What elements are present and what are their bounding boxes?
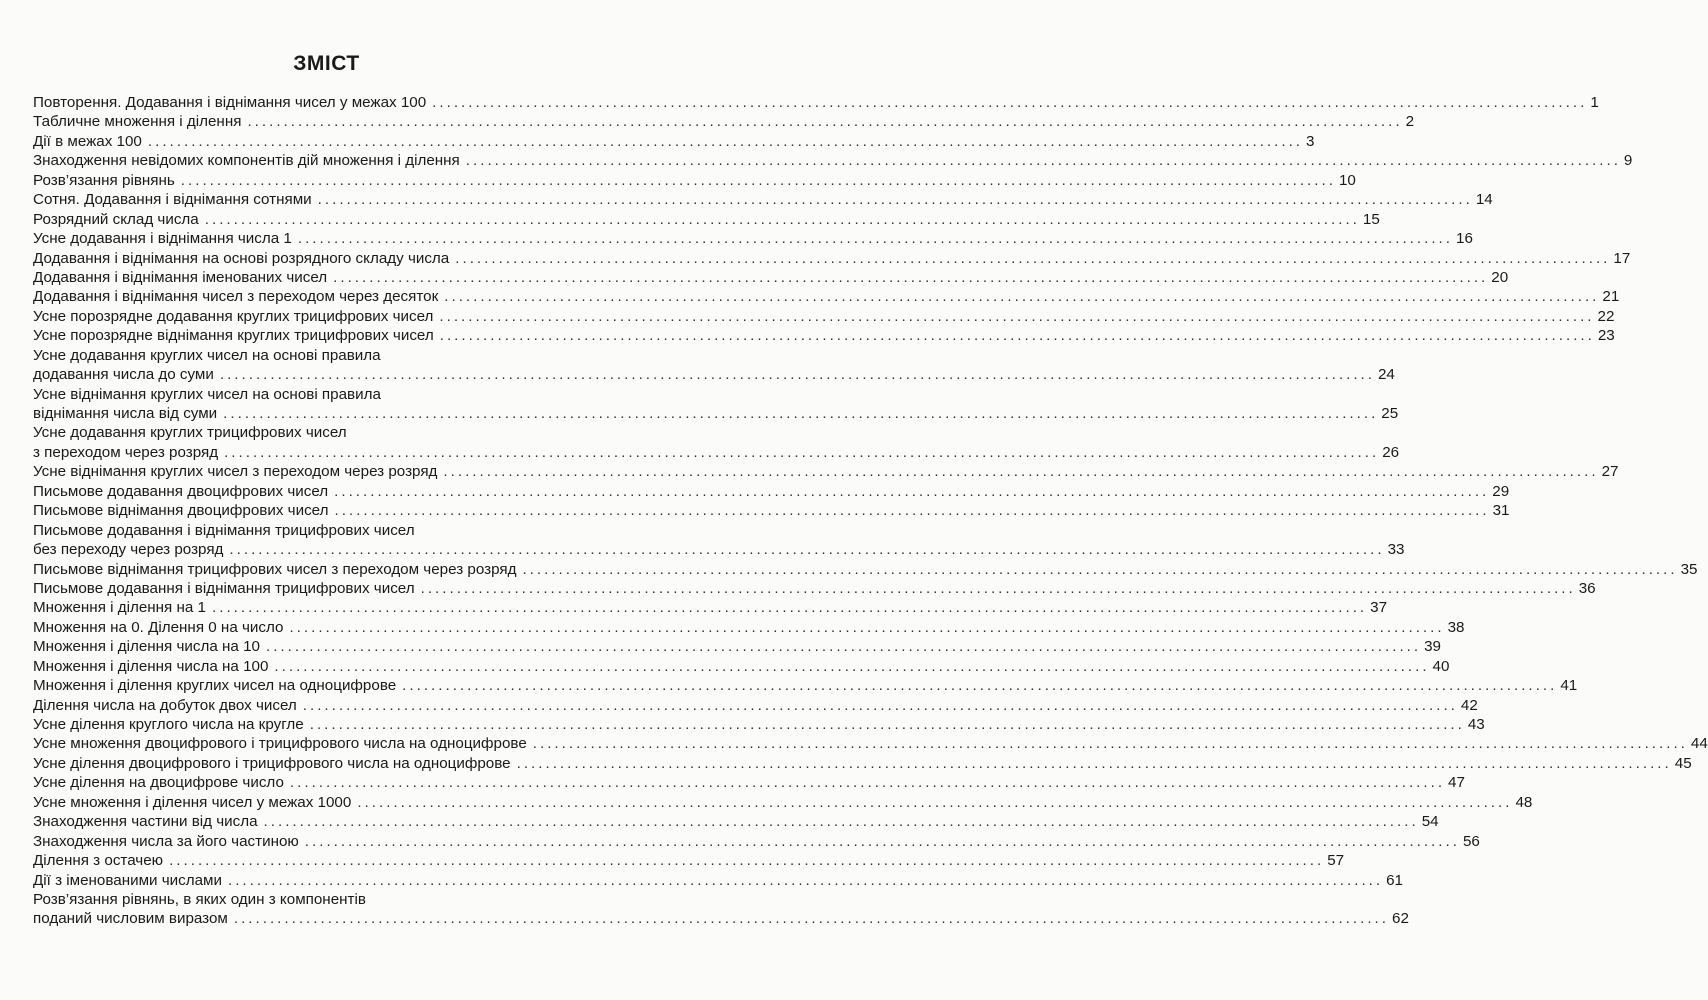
dot-leader: ................................................................................................................................................................ (223, 405, 1379, 422)
dot-leader: ................................................................................................................................................................ (289, 618, 1445, 636)
toc-entry (33, 696, 1478, 715)
toc-entry-row (33, 287, 1620, 306)
toc-entry-page-number: 24 (1377, 366, 1395, 384)
toc-entry-page-number: 44 (1690, 735, 1708, 753)
toc-entry-page-number: 61 (1386, 871, 1404, 889)
dot-leader: ................................................................................................................................................................ (227, 871, 1384, 889)
page-title: ЗМІСТ (293, 52, 360, 75)
toc-entry-page-number: 57 (1327, 852, 1345, 870)
toc-entry-row (33, 871, 1404, 890)
dot-leader: ................................................................................................................................................................ (274, 657, 1430, 675)
table-of-contents (33, 93, 1708, 929)
toc-entry-page-number: 17 (1613, 249, 1631, 267)
toc-entry-page-number: 62 (1392, 910, 1409, 928)
toc-entry (33, 171, 1356, 190)
toc-entry (33, 385, 1399, 424)
toc-entry (33, 657, 1450, 676)
dot-leader: ................................................................................................................................................................ (439, 327, 1595, 345)
dot-leader: ................................................................................................................................................................ (219, 366, 1375, 384)
dot-leader: ................................................................................................................................................................ (309, 716, 1465, 733)
toc-entry-page-number: 33 (1387, 541, 1405, 559)
toc-entry (33, 482, 1510, 501)
toc-entry-page-number: 21 (1602, 288, 1620, 306)
toc-entry-title: Розрядний склад числа (33, 210, 199, 228)
toc-entry-page-number: 37 (1370, 599, 1388, 617)
toc-entry-row (33, 268, 1509, 287)
toc-entry-title: Сотня. Додавання і віднімання сотнями (33, 191, 312, 209)
toc-entry-title: Множення і ділення числа на 100 (33, 657, 269, 675)
toc-entry-row (33, 560, 1698, 579)
toc-entry-title: Множення і ділення круглих чисел на одноцифрове (33, 677, 397, 695)
toc-entry-title: Додавання і віднімання чисел з переходом через десяток (33, 288, 439, 306)
toc-entry-title: Усне віднімання круглих чисел з переходом через розряд (33, 463, 438, 481)
toc-entry-page-number: 56 (1462, 832, 1480, 850)
toc-entry-title: поданий числовим виразом (33, 910, 228, 928)
dot-leader: ................................................................................................................................................................ (169, 852, 1325, 870)
toc-entry-title: Множення і ділення числа на 10 (33, 638, 260, 656)
toc-entry-title-first-line: Усне додавання круглих трицифрових чисел (33, 424, 347, 442)
toc-entry-page-number: 20 (1491, 268, 1509, 286)
toc-entry-title: Усне ділення круглого числа на кругле (33, 716, 304, 733)
toc-entry-page-number: 22 (1597, 307, 1615, 325)
dot-leader: ................................................................................................................................................................ (522, 560, 1678, 578)
toc-entry-page-number: 54 (1421, 813, 1439, 831)
toc-entry (33, 307, 1615, 326)
toc-entry-title: Ділення числа на добуток двох чисел (33, 696, 297, 714)
dot-leader: ................................................................................................................................................................ (233, 910, 1389, 928)
toc-entry-title: Усне додавання і віднімання числа 1 (33, 230, 292, 248)
toc-entry (33, 151, 1633, 170)
toc-entry-title: Письмове віднімання двоцифрових чисел (33, 502, 329, 520)
toc-entry-row (33, 307, 1615, 326)
toc-entry-row (33, 93, 1599, 112)
toc-entry-title: Розв’язання рівнянь (33, 171, 175, 189)
toc-entry-title-first-line: Усне додавання круглих чисел на основі правила (33, 346, 381, 364)
toc-entry (33, 112, 1415, 131)
dot-leader: ................................................................................................................................................................ (265, 638, 1422, 656)
dot-leader: ................................................................................................................................................................ (297, 230, 1453, 248)
toc-entry-title: Усне множення і ділення чисел у межах 1000 (33, 793, 352, 811)
toc-entry-row (33, 579, 1596, 598)
toc-entry-row (33, 482, 1510, 501)
toc-entry-row (33, 404, 1399, 423)
toc-entry-title: Знаходження невідомих компонентів дій множення і ділення (33, 152, 460, 170)
dot-leader: ................................................................................................................................................................ (455, 249, 1611, 267)
toc-entry-title: Знаходження частини від числа (33, 813, 258, 831)
toc-entry (33, 773, 1465, 792)
toc-entry-title: Множення і ділення на 1 (33, 599, 206, 617)
toc-entry-title: Письмове додавання і віднімання трицифрових чисел (33, 579, 415, 597)
toc-entry-row (33, 754, 1692, 773)
toc-entry-title: Письмове додавання двоцифрових чисел (33, 482, 329, 500)
toc-entry-page-number: 26 (1382, 443, 1400, 461)
dot-leader: ................................................................................................................................................................ (304, 832, 1460, 850)
toc-entry-row (33, 618, 1465, 637)
toc-entry-row (33, 501, 1510, 520)
toc-entry (33, 268, 1509, 287)
toc-entry (33, 521, 1405, 560)
toc-entry-row (33, 190, 1493, 209)
dot-leader: ................................................................................................................................................................ (224, 443, 1380, 461)
toc-entry-page-number: 35 (1680, 560, 1698, 578)
toc-entry-title: Ділення з остачею (33, 852, 164, 870)
toc-entry-row (33, 151, 1633, 170)
toc-entry-row (33, 229, 1473, 248)
toc-entry-row (33, 443, 1400, 462)
toc-entry-row (33, 832, 1480, 851)
toc-entry-page-number: 42 (1460, 696, 1478, 714)
toc-entry-row (33, 540, 1405, 559)
toc-entry (33, 93, 1599, 112)
toc-entry (33, 890, 1409, 929)
toc-entry-row (33, 773, 1465, 792)
toc-entry-row (33, 696, 1478, 715)
toc-entry-page-number: 47 (1448, 774, 1465, 792)
toc-entry (33, 249, 1631, 268)
toc-entry (33, 734, 1708, 753)
toc-entry-title: Письмове віднімання трицифрових чисел з переходом через розряд (33, 560, 517, 578)
toc-entry-page-number: 1 (1590, 94, 1599, 111)
toc-entry-page-number: 2 (1405, 113, 1415, 131)
toc-entry (33, 287, 1620, 306)
toc-entry-page-number: 16 (1456, 230, 1473, 248)
toc-entry-row (33, 462, 1619, 481)
toc-entry (33, 462, 1619, 481)
dot-leader: ................................................................................................................................................................ (302, 696, 1458, 714)
toc-entry (33, 423, 1400, 462)
toc-entry-title: Табличне множення і ділення (33, 113, 242, 131)
toc-entry-page-number: 48 (1515, 793, 1533, 811)
toc-entry-page-number: 45 (1674, 754, 1692, 772)
toc-entry-page-number: 40 (1432, 657, 1450, 675)
toc-entry-row (33, 598, 1388, 617)
toc-entry (33, 579, 1596, 598)
toc-entry (33, 676, 1578, 695)
dot-leader: ................................................................................................................................................................ (263, 813, 1419, 831)
toc-entry-row (33, 210, 1380, 229)
toc-entry-title: Усне порозрядне додавання круглих трицифрових чисел (33, 307, 434, 325)
dot-leader: ................................................................................................................................................................ (289, 774, 1446, 792)
toc-entry-title: додавання числа до суми (33, 366, 214, 384)
toc-entry-page-number: 38 (1447, 618, 1465, 636)
toc-entry-row (33, 132, 1315, 151)
toc-entry-page-number: 36 (1578, 579, 1596, 597)
toc-entry (33, 871, 1404, 890)
dot-leader: ................................................................................................................................................................ (247, 113, 1403, 131)
toc-entry (33, 793, 1533, 812)
toc-entry-title-first-line: Розв’язання рівнянь, в яких один з компонентів (33, 890, 366, 908)
toc-entry (33, 832, 1480, 851)
dot-leader: ................................................................................................................................................................ (334, 482, 1490, 500)
dot-leader: ................................................................................................................................................................ (465, 152, 1621, 170)
toc-entry-row (33, 249, 1631, 268)
toc-entry-page-number: 29 (1492, 482, 1510, 500)
toc-entry-page-number: 43 (1467, 716, 1485, 733)
toc-entry-title: Дії з іменованими числами (33, 871, 222, 889)
toc-entry-title: віднімання числа від суми (33, 405, 218, 422)
toc-entry-title-first-line: Усне віднімання круглих чисел на основі правила (33, 385, 381, 403)
toc-entry-page-number: 39 (1424, 638, 1442, 656)
toc-entry (33, 190, 1493, 209)
toc-entry-page-number: 41 (1560, 677, 1578, 695)
toc-entry (33, 346, 1395, 385)
toc-entry-row (33, 365, 1395, 384)
toc-entry (33, 618, 1465, 637)
dot-leader: ................................................................................................................................................................ (229, 541, 1385, 559)
toc-entry-row (33, 715, 1485, 734)
toc-entry-title: Усне множення двоцифрового і трицифрового числа на одноцифрове (33, 735, 527, 753)
toc-entry-row (33, 676, 1578, 695)
toc-entry-page-number: 25 (1381, 405, 1399, 422)
toc-entry (33, 560, 1698, 579)
dot-leader: ................................................................................................................................................................ (147, 132, 1304, 150)
toc-entry (33, 501, 1510, 520)
toc-entry-row (33, 812, 1439, 831)
toc-entry-row (33, 909, 1409, 928)
toc-entry (33, 598, 1388, 617)
toc-entry-page-number: 10 (1338, 171, 1356, 189)
toc-entry (33, 210, 1380, 229)
dot-leader: ................................................................................................................................................................ (204, 210, 1360, 228)
dot-leader: ................................................................................................................................................................ (532, 735, 1688, 753)
dot-leader: ................................................................................................................................................................ (439, 307, 1595, 325)
toc-entry-page-number: 3 (1306, 132, 1315, 150)
toc-entry-page-number: 31 (1492, 502, 1510, 520)
toc-entry-title: Дії в межах 100 (33, 132, 142, 150)
dot-leader: ................................................................................................................................................................ (516, 754, 1672, 772)
dot-leader: ................................................................................................................................................................ (402, 677, 1558, 695)
toc-entry-row (33, 734, 1708, 753)
toc-entry-page-number: 15 (1362, 210, 1380, 228)
toc-entry (33, 132, 1315, 151)
toc-entry-title: без переходу через розряд (33, 541, 224, 559)
toc-entry-title: Усне ділення двоцифрового і трицифрового числа на одноцифрове (33, 754, 511, 772)
toc-entry-row (33, 793, 1533, 812)
toc-entry-row (33, 851, 1345, 870)
toc-entry (33, 229, 1473, 248)
toc-entry-page-number: 27 (1601, 463, 1619, 481)
toc-entry-title: Повторення. Додавання і віднімання чисел у межах 100 (33, 94, 427, 111)
toc-entry-title: Усне ділення на двоцифрове число (33, 774, 284, 792)
toc-entry-title: з переходом через розряд (33, 443, 219, 461)
dot-leader: ................................................................................................................................................................ (443, 463, 1599, 481)
toc-entry-row (33, 637, 1442, 656)
toc-entry (33, 326, 1615, 345)
toc-entry-page-number: 23 (1597, 327, 1615, 345)
dot-leader: ................................................................................................................................................................ (444, 288, 1600, 306)
dot-leader: ................................................................................................................................................................ (420, 579, 1576, 597)
dot-leader: ................................................................................................................................................................ (334, 502, 1490, 520)
dot-leader: ................................................................................................................................................................ (333, 268, 1489, 286)
toc-entry (33, 754, 1692, 773)
toc-entry-page-number: 14 (1475, 191, 1493, 209)
dot-leader: ................................................................................................................................................................ (432, 94, 1588, 111)
toc-entry-title: Множення на 0. Ділення 0 на число (33, 618, 284, 636)
dot-leader: ................................................................................................................................................................ (212, 599, 1368, 617)
toc-entry (33, 851, 1345, 870)
toc-entry-title: Додавання і віднімання на основі розрядного складу числа (33, 249, 450, 267)
toc-entry-row (33, 657, 1450, 676)
toc-entry-page-number: 9 (1623, 152, 1633, 170)
toc-entry-title: Усне порозрядне віднімання круглих трицифрових чисел (33, 327, 434, 345)
toc-entry-title-first-line: Письмове додавання і віднімання трицифрових чисел (33, 521, 415, 539)
toc-entry (33, 637, 1442, 656)
dot-leader: ................................................................................................................................................................ (180, 171, 1336, 189)
toc-entry-row (33, 171, 1356, 190)
toc-entry-row (33, 112, 1415, 131)
toc-entry (33, 812, 1439, 831)
dot-leader: ................................................................................................................................................................ (317, 191, 1473, 209)
toc-entry-row (33, 326, 1615, 345)
dot-leader: ................................................................................................................................................................ (357, 793, 1513, 811)
toc-entry-title: Знаходження числа за його частиною (33, 832, 299, 850)
toc-entry (33, 715, 1485, 734)
toc-entry-title: Додавання і віднімання іменованих чисел (33, 268, 328, 286)
